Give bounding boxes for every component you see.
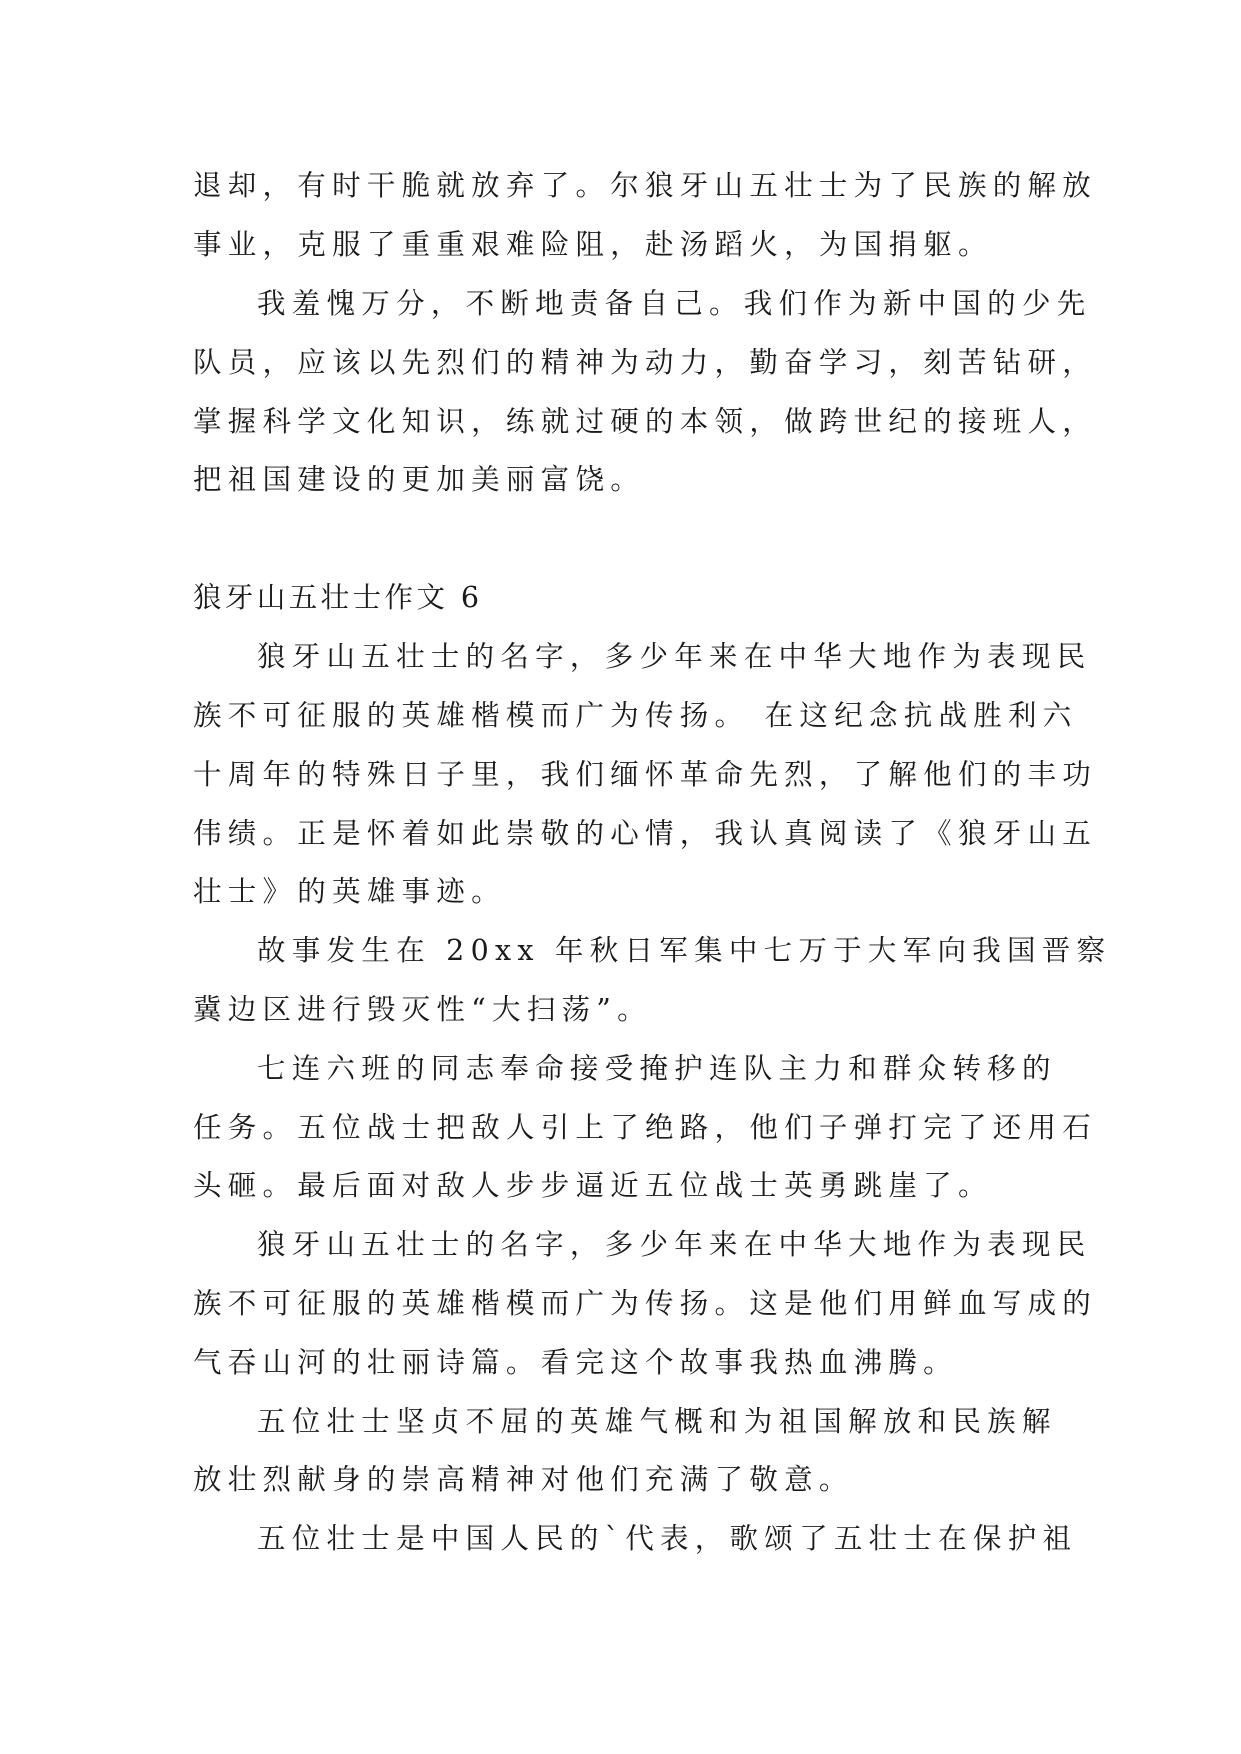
- paragraph-line: 掌握科学文化知识，练就过硬的本领，做跨世纪的接班人，: [193, 405, 1098, 438]
- paragraph-line: 放壮烈献身的崇高精神对他们充满了敬意。: [193, 1463, 854, 1496]
- paragraph-line: 头砸。最后面对敌人步步逼近五位战士英勇跳崖了。: [193, 1169, 993, 1202]
- paragraph-line: 伟绩。正是怀着如此崇敬的心情，我认真阅读了《狼牙山五: [193, 817, 1098, 850]
- paragraph-line: 气吞山河的壮丽诗篇。看完这个故事我热血沸腾。: [193, 1346, 958, 1379]
- paragraph-line: 事业，克服了重重艰难险阻，赴汤蹈火，为国捐躯。: [193, 228, 993, 261]
- paragraph-line: 壮士》的英雄事迹。: [193, 875, 506, 908]
- section-title: 狼牙山五壮士作文 6: [193, 581, 483, 614]
- paragraph-line: 族不可征服的英雄楷模而广为传扬。这是他们用鲜血写成的: [193, 1287, 1098, 1320]
- paragraph-line: 任务。五位战士把敌人引上了绝路，他们子弹打完了还用石: [193, 1111, 1098, 1144]
- paragraph-line: 把祖国建设的更加美丽富饶。: [193, 463, 646, 496]
- paragraph-line: 故事发生在 20xx 年秋日军集中七万于大军向我国晋察: [257, 934, 1112, 967]
- paragraph-line: 族不可征服的英雄楷模而广为传扬。 在这纪念抗战胜利六: [193, 699, 1078, 732]
- paragraph-line: 退却，有时干脆就放弃了。尔狼牙山五壮士为了民族的解放: [193, 169, 1098, 202]
- paragraph-line: 队员，应该以先烈们的精神为动力，勤奋学习，刻苦钻研，: [193, 346, 1098, 379]
- paragraph-line: 十周年的特殊日子里，我们缅怀革命先烈，了解他们的丰功: [193, 758, 1098, 791]
- paragraph-line: 我羞愧万分，不断地责备自己。我们作为新中国的少先: [257, 287, 1092, 320]
- paragraph-line: 冀边区进行毁灭性“大扫荡”。: [193, 993, 652, 1026]
- paragraph-line: 五位壮士是中国人民的`代表，歌颂了五壮士在保护祖: [257, 1522, 1078, 1555]
- paragraph-line: 五位壮士坚贞不屈的英雄气概和为祖国解放和民族解: [257, 1405, 1057, 1438]
- paragraph-line: 七连六班的同志奉命接受掩护连队主力和群众转移的: [257, 1052, 1057, 1085]
- paragraph-line: 狼牙山五壮士的名字，多少年来在中华大地作为表现民: [257, 1228, 1092, 1261]
- paragraph-line: 狼牙山五壮士的名字，多少年来在中华大地作为表现民: [257, 640, 1092, 673]
